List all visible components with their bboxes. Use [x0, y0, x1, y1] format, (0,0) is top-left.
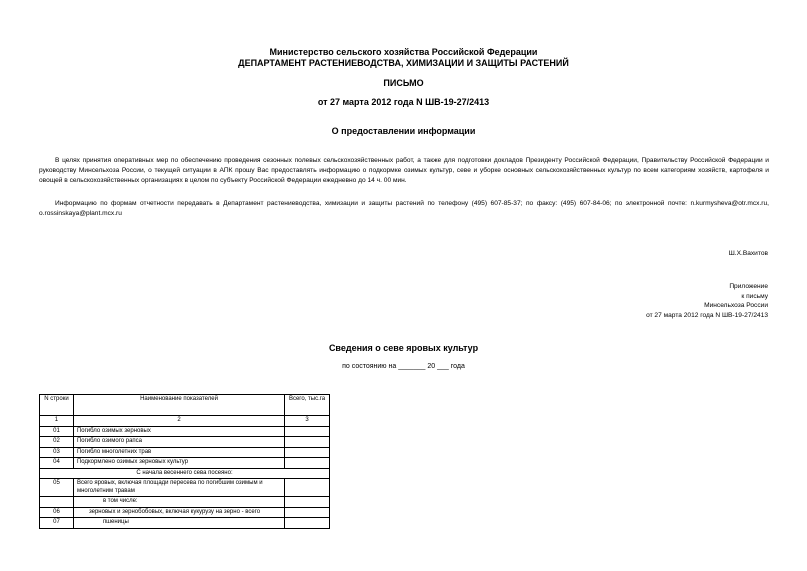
row-name: Подкормлено озимых зерновых культур [73, 458, 284, 469]
section-heading: С начала весеннего сева посеяно: [40, 468, 330, 479]
table-row [40, 437, 330, 448]
column-number: 1 [40, 416, 74, 427]
row-name-wrapper [73, 518, 284, 529]
table-row [40, 507, 330, 518]
row-name: Погибло озимых зерновых [73, 426, 284, 437]
table-row [40, 447, 330, 458]
table-row [40, 518, 330, 529]
table-column-numbers-row [40, 416, 330, 427]
signature: Ш.Х.Вахитов [728, 250, 768, 257]
table-row [40, 497, 330, 508]
appendix-line-2: к письму [741, 292, 768, 300]
row-number: 01 [40, 426, 74, 437]
data-table [39, 394, 330, 529]
table-row [40, 458, 330, 469]
row-value [285, 518, 330, 529]
form-title: Сведения о севе яровых культур [328, 343, 479, 353]
department-name: ДЕПАРТАМЕНТ РАСТЕНИЕВОДСТВА, ХИМИЗАЦИИ И ЗАЩИТЫ РАСТЕНИЙ [238, 58, 569, 68]
row-number: 02 [40, 437, 74, 448]
row-value [285, 497, 330, 508]
row-value [285, 458, 330, 469]
header-indicator-name: Наименование показателей [73, 395, 284, 416]
row-name: в том числе: [102, 498, 138, 504]
row-value [285, 426, 330, 437]
table-row [40, 426, 330, 437]
row-number: 07 [40, 518, 74, 529]
document-type: ПИСЬМО [383, 78, 424, 88]
appendix-block [646, 282, 768, 320]
header-row-number: N строки [40, 395, 74, 416]
row-number: 04 [40, 458, 74, 469]
row-value [285, 479, 330, 497]
form-as-of-date: по состоянию на _______ 20 ___ года [342, 363, 465, 370]
row-value [285, 447, 330, 458]
body-paragraph-1: В целях принятия оперативных мер по обеспечению проведения сезонных полевых сельскохозяйственных работ, а также для подготовки докладов Президенту Российской Федерации, Правительству Российской Федерации и руководству Минсельхоза России, о текущей ситуации в АПК прошу Вас предоставлять информацию о подкормке озимых культур, севе и уборке основных сельскохозяйственных культур по всем категориям хозяйств, картофеля и овощей в сельскохозяйственных организациях в целом по субъекту Российской Федерации ежедневно до 14 ч. 00 мин. [39, 157, 769, 184]
row-number: 06 [40, 507, 74, 518]
appendix-line-1: Приложение [729, 283, 768, 290]
column-number: 3 [285, 416, 330, 427]
row-value [285, 437, 330, 448]
row-name: Всего яровых, включая площади пересева по погибшим озимым и многолетним травам [73, 479, 284, 497]
row-name: Погибло многолетних трав [73, 447, 284, 458]
table-row [40, 479, 330, 497]
row-number [40, 497, 74, 508]
row-name: зерновых и зернобобовых, включая кукурузу на зерно - всего [88, 508, 261, 515]
row-name: Погибло озимого рапса [73, 437, 284, 448]
row-name-wrapper [73, 497, 284, 508]
table-section-row [40, 468, 330, 479]
document-subject: О предоставлении информации [331, 126, 476, 136]
row-number: 05 [40, 479, 74, 497]
body-paragraph-2: Информацию по формам отчетности передавать в Департамент растениеводства, химизации и защиты растений по телефону (495) 607-85-37; по факсу: (495) 607-84-06; по электронной почте: n.kurmysheva@otr.mcx.ru, o.rossinskaya@plant.mcx.ru [39, 200, 769, 217]
column-number: 2 [73, 416, 284, 427]
header-total: Всего, тыс.га [285, 395, 330, 416]
document-date-number: от 27 марта 2012 года N ШВ-19-27/2413 [317, 97, 490, 107]
row-number: 03 [40, 447, 74, 458]
row-value [285, 507, 330, 518]
table-header-row [40, 395, 330, 416]
appendix-line-3: Минсельхоза России [704, 302, 768, 309]
ministry-name: Министерство сельского хозяйства Российской Федерации [269, 47, 538, 57]
row-name: пшеницы [102, 519, 129, 525]
row-name-wrapper [73, 507, 284, 518]
appendix-line-4: от 27 марта 2012 года N ШВ-19-27/2413 [646, 311, 768, 319]
